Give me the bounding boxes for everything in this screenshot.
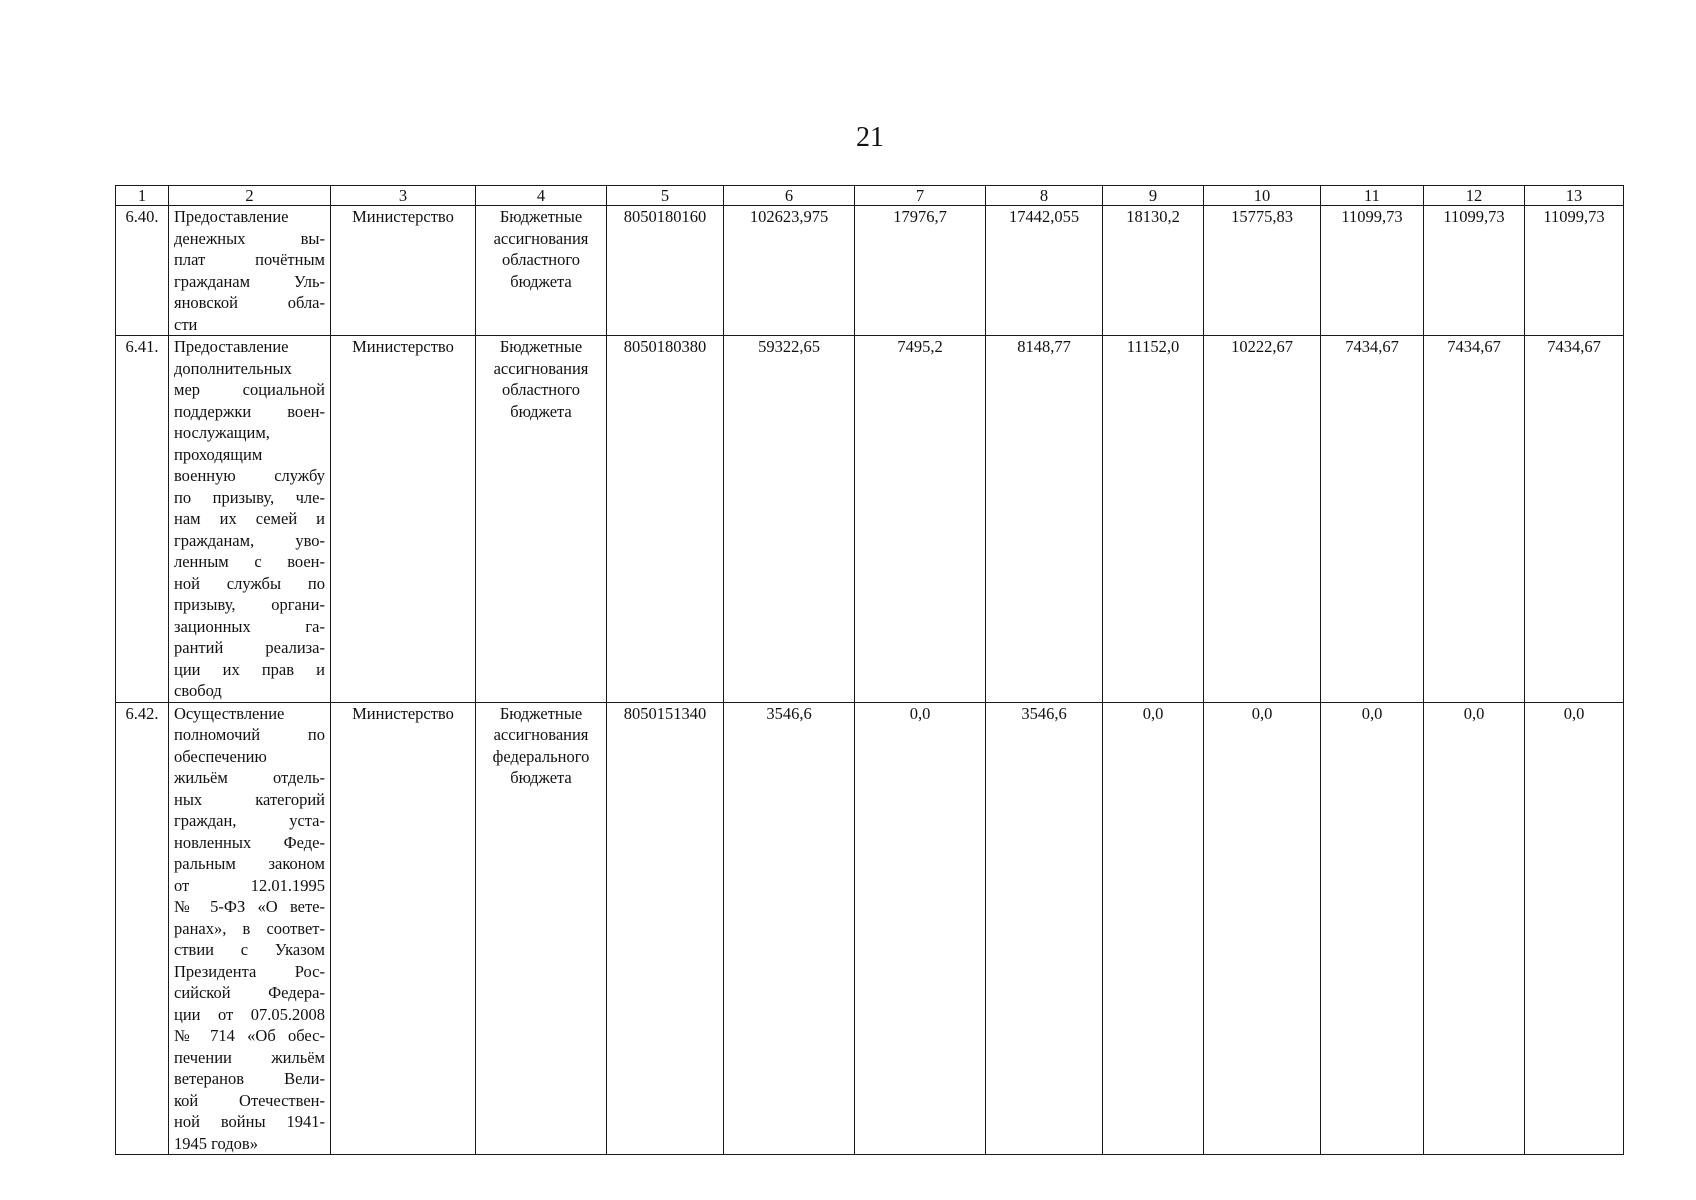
amount-cell: 7434,67 xyxy=(1321,336,1424,703)
measure-name xyxy=(169,702,331,1155)
measure-name-line: от 12.01.1995 xyxy=(174,875,325,895)
funding-source-line: Бюджетные xyxy=(499,337,583,356)
amount-cell: 7495,2 xyxy=(855,336,986,703)
amount-cell: 0,0 xyxy=(1424,702,1525,1155)
amount-cell: 11099,73 xyxy=(1424,206,1525,336)
row-number: 6.41. xyxy=(116,336,169,703)
executor: Министерство xyxy=(331,336,476,703)
measure-name-line: Предоставление xyxy=(174,337,289,356)
measure-name-line: зационных га- xyxy=(174,616,325,636)
measure-name-line: ных категорий xyxy=(174,789,325,809)
funding-source-line: ассигнования xyxy=(493,228,589,248)
measure-name-line: рантий реализа- xyxy=(174,638,325,657)
column-header: 12 xyxy=(1424,186,1525,206)
measure-name xyxy=(169,336,331,703)
table-row xyxy=(116,206,1624,336)
column-header: 9 xyxy=(1103,186,1204,206)
amount-cell: 3546,6 xyxy=(986,702,1103,1155)
row-number: 6.42. xyxy=(116,702,169,1155)
amount-cell: 3546,6 xyxy=(724,702,855,1155)
budget-code: 8050180160 xyxy=(607,206,724,336)
funding-source xyxy=(476,336,607,703)
measure-name-line: мер социальной xyxy=(174,380,325,399)
column-header: 1 xyxy=(116,186,169,206)
measure-name-line: ранах», в соответ- xyxy=(174,918,325,938)
measure-name-line: ной службы по xyxy=(174,573,325,593)
budget-code: 8050180380 xyxy=(607,336,724,703)
measure-name-line: № 5-ФЗ «О вете- xyxy=(174,897,325,916)
amount-cell: 0,0 xyxy=(1525,702,1624,1155)
funding-source-line: бюджета xyxy=(510,768,572,787)
budget-table xyxy=(115,185,1624,1155)
table-row xyxy=(116,702,1624,1155)
amount-cell: 17976,7 xyxy=(855,206,986,336)
measure-name-line: сти xyxy=(174,314,198,334)
measure-name-line: денежных вы- xyxy=(174,228,325,248)
measure-name-line: яновской обла- xyxy=(174,293,325,312)
measure-name-line: граждан, уста- xyxy=(174,811,325,830)
column-header: 3 xyxy=(331,186,476,206)
measure-name-line: печении жильём xyxy=(174,1047,325,1067)
page-number: 21 xyxy=(856,122,884,153)
measure-name-line: по призыву, чле- xyxy=(174,487,325,507)
amount-cell: 11152,0 xyxy=(1103,336,1204,703)
column-header: 7 xyxy=(855,186,986,206)
amount-cell: 7434,67 xyxy=(1525,336,1624,703)
measure-name-line: нослужащим, xyxy=(174,423,270,442)
measure-name-line: Осуществление xyxy=(174,703,285,723)
measure-name-line: военную службу xyxy=(174,466,325,485)
measure-name-line: проходящим xyxy=(174,444,263,464)
measure-name-line: Предоставление xyxy=(174,207,289,226)
measure-name-line: 1945 годов» xyxy=(174,1133,258,1153)
column-header: 13 xyxy=(1525,186,1624,206)
amount-cell: 11099,73 xyxy=(1321,206,1424,336)
table-body xyxy=(116,206,1624,1155)
measure-name xyxy=(169,206,331,336)
funding-source-line: ассигнования xyxy=(493,725,589,744)
measure-name-line: № 714 «Об обес- xyxy=(174,1026,325,1045)
measure-name-line: новленных Феде- xyxy=(174,832,325,852)
amount-cell: 0,0 xyxy=(855,702,986,1155)
funding-source-line: Бюджетные xyxy=(499,207,583,226)
amount-cell: 17442,055 xyxy=(986,206,1103,336)
funding-source-line: областного xyxy=(501,250,580,269)
amount-cell: 102623,975 xyxy=(724,206,855,336)
measure-name-line: кой Отечествен- xyxy=(174,1090,325,1110)
header-row xyxy=(116,186,1624,206)
funding-source-line: федерального xyxy=(492,746,590,766)
amount-cell: 11099,73 xyxy=(1525,206,1624,336)
amount-cell: 8148,77 xyxy=(986,336,1103,703)
funding-source xyxy=(476,206,607,336)
column-header: 6 xyxy=(724,186,855,206)
measure-name-line: плат почётным xyxy=(174,250,325,269)
measure-name-line: жильём отдель- xyxy=(174,768,325,787)
measure-name-line: ральным законом xyxy=(174,854,325,873)
amount-cell: 0,0 xyxy=(1103,702,1204,1155)
funding-source-line: бюджета xyxy=(510,271,572,291)
row-number: 6.40. xyxy=(116,206,169,336)
column-header: 2 xyxy=(169,186,331,206)
amount-cell: 18130,2 xyxy=(1103,206,1204,336)
measure-name-line: гражданам, уво- xyxy=(174,530,325,550)
measure-name-line: поддержки воен- xyxy=(174,401,325,421)
measure-name-line: нам их семей и xyxy=(174,509,325,528)
measure-name-line: ции от 07.05.2008 xyxy=(174,1004,325,1024)
measure-name-line: дополнительных xyxy=(174,358,292,378)
amount-cell: 59322,65 xyxy=(724,336,855,703)
amount-cell: 10222,67 xyxy=(1204,336,1321,703)
column-header: 11 xyxy=(1321,186,1424,206)
column-header: 10 xyxy=(1204,186,1321,206)
measure-name-line: Президента Рос- xyxy=(174,961,325,981)
measure-name-line: ной войны 1941- xyxy=(174,1112,325,1131)
column-header: 5 xyxy=(607,186,724,206)
executor: Министерство xyxy=(331,206,476,336)
column-header: 4 xyxy=(476,186,607,206)
measure-name-line: полномочий по xyxy=(174,725,325,744)
measure-name-line: ленным с воен- xyxy=(174,552,325,571)
column-header: 8 xyxy=(986,186,1103,206)
measure-name-line: призыву, органи- xyxy=(174,595,325,614)
measure-name-line: ствии с Указом xyxy=(174,940,325,959)
measure-name-line: сийской Федера- xyxy=(174,983,325,1002)
funding-source-line: бюджета xyxy=(510,401,572,421)
funding-source-line: областного xyxy=(501,380,580,399)
measure-name-line: обеспечению xyxy=(174,746,267,766)
measure-name-line: ветеранов Вели- xyxy=(174,1069,325,1088)
amount-cell: 0,0 xyxy=(1321,702,1424,1155)
funding-source-line: Бюджетные xyxy=(499,703,583,723)
executor: Министерство xyxy=(331,702,476,1155)
amount-cell: 15775,83 xyxy=(1204,206,1321,336)
funding-source-line: ассигнования xyxy=(493,358,589,378)
funding-source xyxy=(476,702,607,1155)
measure-name-line: свобод xyxy=(174,681,222,700)
amount-cell: 0,0 xyxy=(1204,702,1321,1155)
amount-cell: 7434,67 xyxy=(1424,336,1525,703)
measure-name-line: ции их прав и xyxy=(174,659,325,679)
table-row xyxy=(116,336,1624,703)
budget-code: 8050151340 xyxy=(607,702,724,1155)
measure-name-line: гражданам Уль- xyxy=(174,271,325,291)
